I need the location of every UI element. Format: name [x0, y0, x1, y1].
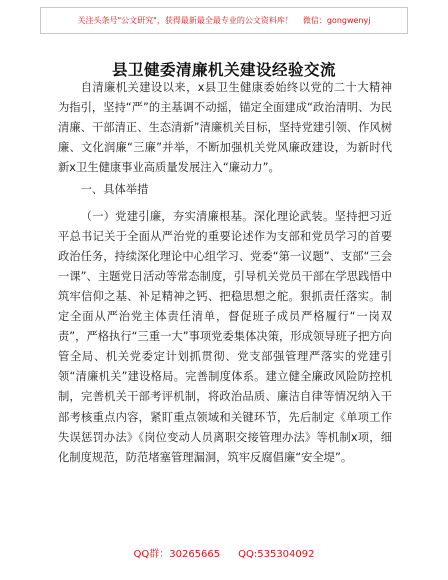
- document-body: [58, 78, 392, 468]
- document-title: 县卫健委清廉机关建设经验交流: [111, 61, 336, 79]
- banner-wechat: 微信：gongwenyj: [302, 16, 371, 25]
- promo-banner: [40, 7, 408, 34]
- banner-text: 关注头条号"公文研究"，获得最新最全最专业的公文资料库！: [77, 16, 293, 25]
- body-paragraph: （一）党建引廉，夯实清廉根基。深化理论武装。坚持把习近平总书记关于全面从严治党的重要论述作为支部和党员学习的首要政治任务，持续深化理论中心组学习、党委“第一议题”、支部“三会一课”、主题党日活动等常态制度，引导机关党员干部在学思践悟中筑牢信仰之基、补足精神之钙、把稳思想之舵。狠抓责任落实。制定全面从严治党主体责任清单，督促班子成员严格履行“一岗双责”，严格执行“三重一大”事项党委集体决策，形成领导班子把方向管全局、机关党委定计划抓贯彻、党支部强管理严落实的党建引领“清廉机关”建设格局。完善制度体系。建立健全廉政风险防控机制，完善机关干部考评机制，将政治品质、廉洁自律等情况纳入干部考核重点内容，紧盯重点领域和关键环节，先后制定《单项工作失误惩罚办法》《岗位变动人员离职交接管理办法》等机制x项，细化制度规范，防范堵塞管理漏洞，筑牢反腐倡廉“安全堤”。: [58, 209, 392, 464]
- footer-qq: QQ:535304092: [238, 549, 315, 560]
- footer-qq-group: QQ群：30265665: [133, 549, 221, 560]
- section-heading: 一、具体举措: [80, 183, 149, 197]
- footer-contact: [0, 545, 448, 560]
- intro-paragraph: 自清廉机关建设以来，x县卫生健康委始终以党的二十大精神为指引，坚持“严”的主基调不动摇，锚定全面建成“政治清明、为民清廉、干部清正、生态清新”清廉机关目标，坚持党建引领、作风树廉、文化润廉“三廉”并举，不断加强机关党风廉政建设，为新时代新x卫生健康事业高质量发展注入“廉动力”。: [58, 81, 392, 175]
